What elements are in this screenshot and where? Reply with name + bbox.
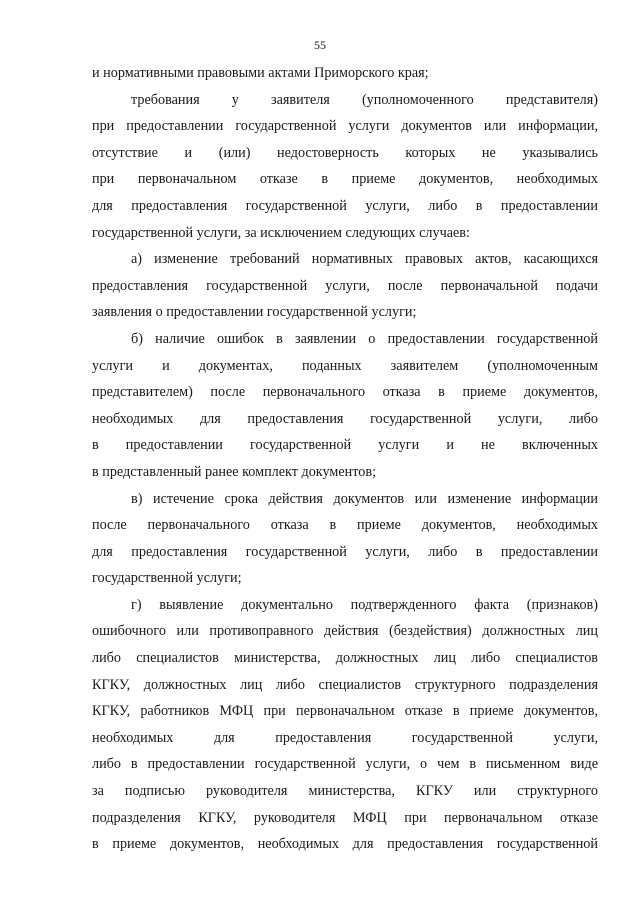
text-line: требования у заявителя (уполномоченного представителя) (131, 91, 598, 108)
text-line: после первоначального отказа в приеме документов, необходимых (92, 517, 598, 534)
body-text (92, 60, 598, 858)
text-line: КГКУ, работников МФЦ при первоначальном отказе в приеме документов, (92, 703, 598, 720)
text-line: предоставления государственной услуги, после первоначальной подачи (92, 277, 598, 294)
text-line: представителем) после первоначального отказа в приеме документов, (92, 384, 598, 401)
text-line: подразделения КГКУ, руководителя МФЦ при первоначальном отказе (92, 809, 598, 826)
text-line: отсутствие и (или) недостоверность которых не указывались (92, 144, 598, 161)
page-number: 55 (314, 38, 326, 52)
text-line: необходимых для предоставления государственной услуги, (92, 729, 598, 746)
text-line: КГКУ, должностных лиц либо специалистов структурного подразделения (92, 676, 598, 693)
text-line: г) выявление документально подтвержденного факта (признаков) (131, 596, 598, 613)
text-line: в представленный ранее комплект документов; (92, 463, 377, 480)
text-line: для предоставления государственной услуги, либо в предоставлении (92, 197, 598, 214)
text-line: за подписью руководителя министерства, КГКУ или структурного (92, 783, 598, 800)
text-line: в приеме документов, необходимых для предоставления государственной (92, 836, 598, 853)
text-line: б) наличие ошибок в заявлении о предоставлении государственной (131, 330, 598, 347)
text-line: государственной услуги, за исключением следующих случаев: (92, 224, 470, 241)
text-line: и нормативными правовыми актами Приморского края; (92, 65, 429, 81)
text-line: для предоставления государственной услуги, либо в предоставлении (92, 543, 598, 560)
text-line: необходимых для предоставления государственной услуги, либо (92, 410, 598, 427)
text-line: услуги и документах, поданных заявителем (уполномоченным (92, 357, 598, 374)
text-line: а) изменение требований нормативных правовых актов, касающихся (131, 251, 598, 268)
text-line: при первоначальном отказе в приеме документов, необходимых (92, 171, 598, 188)
text-line: ошибочного или противоправного действия (бездействия) должностных лиц (92, 623, 598, 640)
text-line: либо специалистов министерства, должностных лиц либо специалистов (92, 650, 598, 667)
text-line: либо в предоставлении государственной услуги, о чем в письменном виде (92, 756, 598, 773)
text-line: заявления о предоставлении государственной услуги; (92, 304, 417, 321)
text-line: при предоставлении государственной услуги документов или информации, (92, 118, 598, 135)
text-line: в предоставлении государственной услуги и не включенных (92, 437, 598, 454)
text-line: в) истечение срока действия документов или изменение информации (131, 490, 598, 507)
text-line: государственной услуги; (92, 570, 242, 587)
